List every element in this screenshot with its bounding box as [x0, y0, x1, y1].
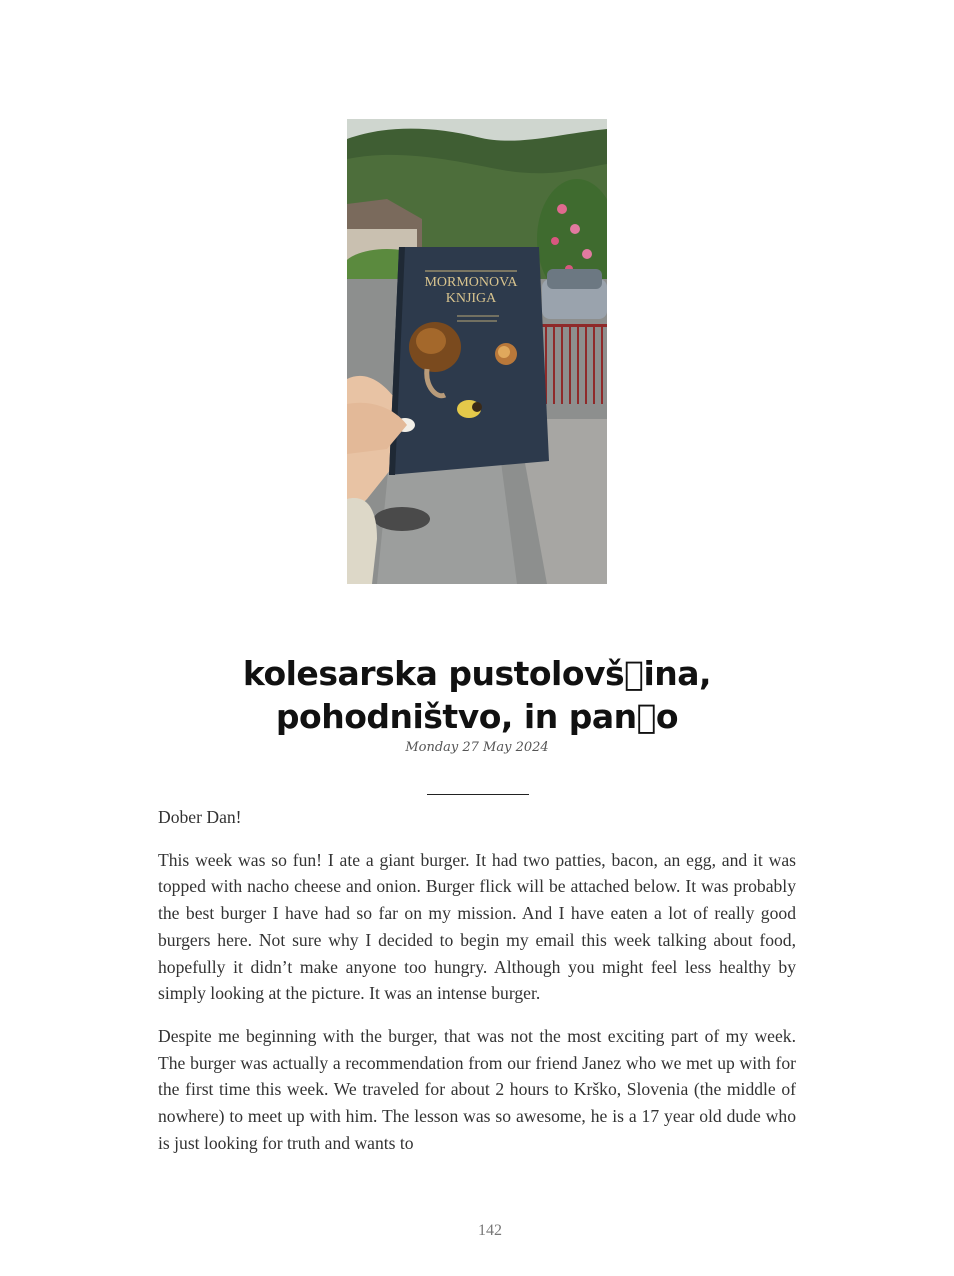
article-body — [158, 804, 796, 1172]
greeting: Dober Dan! — [158, 807, 242, 827]
article-title — [100, 652, 854, 738]
article-photo — [347, 119, 607, 584]
paragraph: Despite me beginning with the burger, that was not the most exciting part of my week. The burger was actually a recommendation from our friend Janez who we met up with for the first time this week. We traveled for about 2 hours to Krško, Slovenia (the middle of nowhere) to meet up with him. The lesson was so awesome, he is a 17 year old dude who is just looking for truth and wants to — [158, 1025, 796, 1153]
book-title-line1: MORMONOVA — [424, 275, 518, 290]
title-divider — [427, 794, 529, 795]
paragraph: This week was so fun! I ate a giant burger. It had two patties, bacon, an egg, and it was topped with nacho cheese and onion. Burger flick will be attached below. It was probably the best burger I have had so far on my mission. And I have eaten a lot of really good burgers here. Not sure why I decided to begin my email this week talking about food, hopefully it didn’t make anyone too hungry. Although you might feel less healthy by simply looking at the picture. It was an intense burger. — [158, 849, 796, 1004]
article-title-line-1: kolesarska pustolovš ina, — [242, 654, 712, 693]
article-date: Monday 27 May 2024 — [405, 740, 549, 755]
page-number: 142 — [478, 1222, 502, 1239]
article-title-line-2: pohodništvo, in pan o — [275, 697, 679, 736]
book-title-line2: KNJIGA — [445, 291, 497, 306]
